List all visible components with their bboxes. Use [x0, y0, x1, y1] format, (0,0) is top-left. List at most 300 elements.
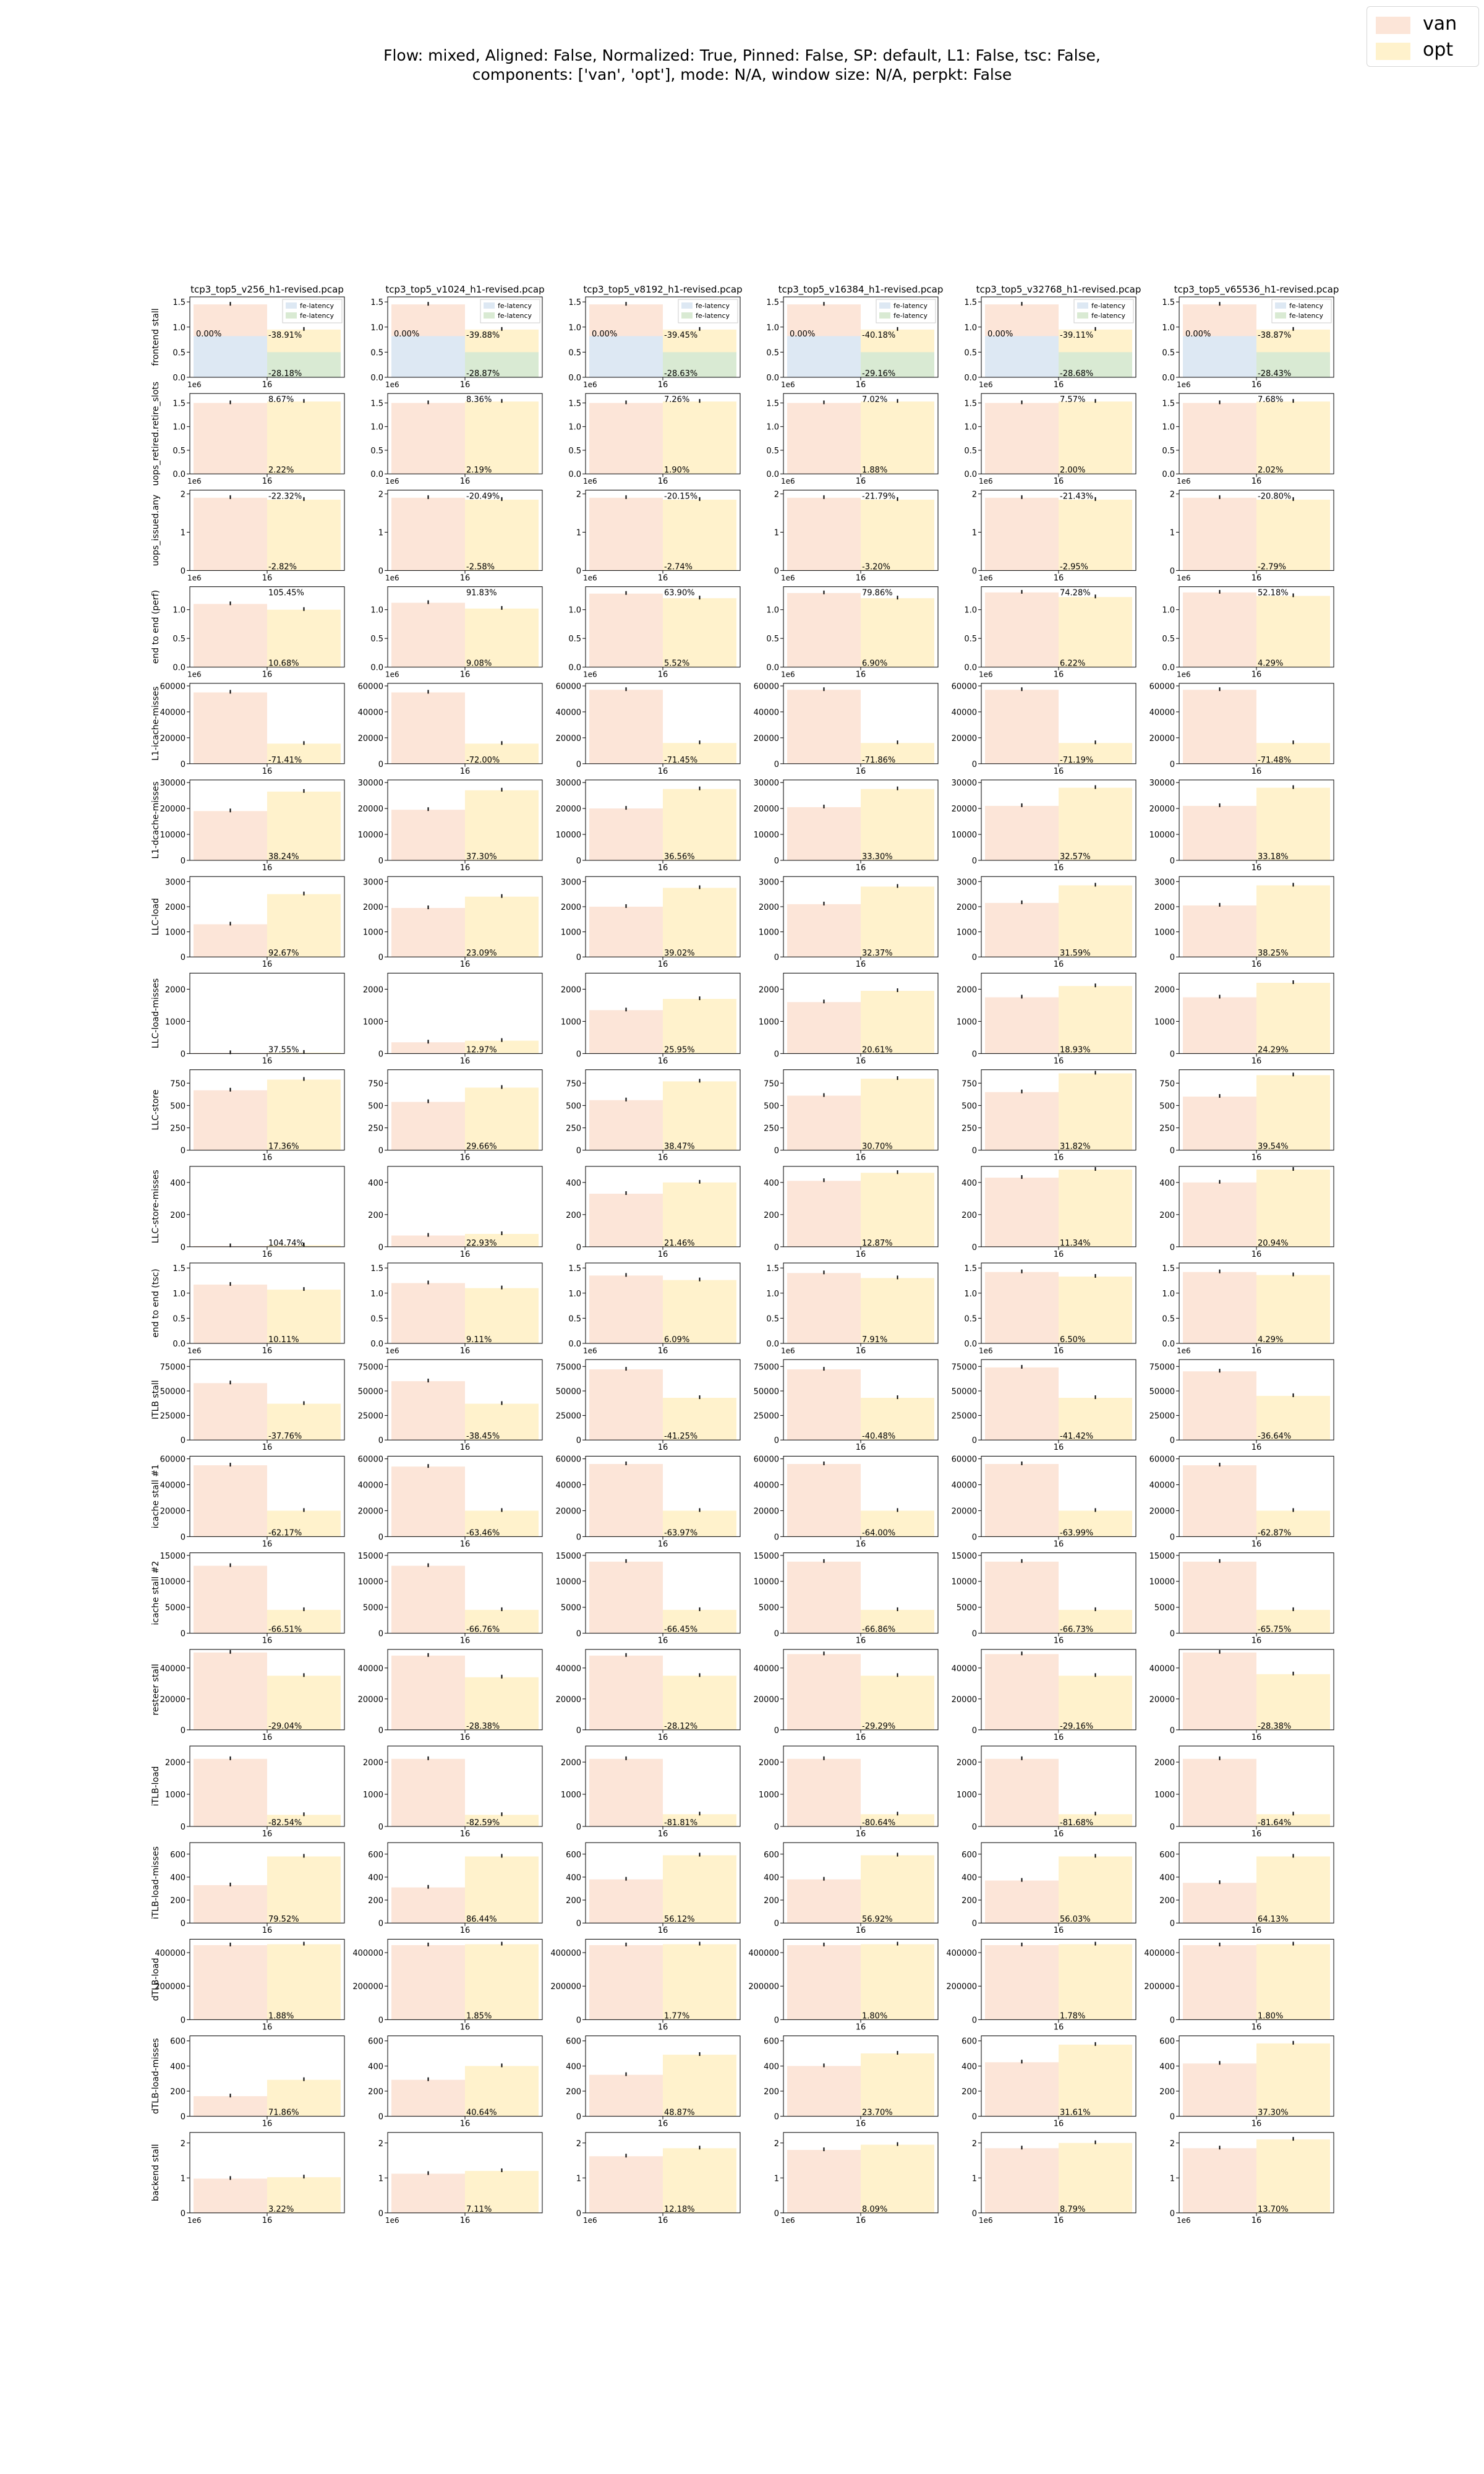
label-bottom-end-to-end-tsc-col4: 6.50%	[1060, 1335, 1086, 1345]
ytick-label-0-itlb-stall-col3: 0	[774, 1436, 779, 1446]
bar-van-uops-retired-retire-slots-col1	[391, 403, 465, 474]
ytick-label-0-end-to-end-perf-col1: 0.0	[370, 663, 383, 673]
ytick-label-3-l1-dcache-misses-col1: 30000	[357, 779, 383, 789]
fe-legend-label-0-frontend-stall-col2: fe-latency	[696, 302, 730, 310]
xtick-label-llc-load-col0: 16	[262, 960, 273, 970]
ytick-label-1-llc-load-misses-col2: 1000	[560, 1017, 581, 1027]
multiplier-frontend-stall-col3: 1e6	[781, 380, 795, 389]
ytick-label-2-end-to-end-tsc-col3: 1.0	[766, 1289, 779, 1299]
ytick-label-3-itlb-load-misses-col3: 600	[764, 1850, 779, 1860]
multiplier-uops-issued-any-col0: 1e6	[187, 573, 202, 583]
ytick-label-2-itlb-stall-col0: 50000	[160, 1387, 186, 1397]
label-bottom-llc-store-misses-col5: 20.94%	[1258, 1238, 1289, 1248]
label-bottom-dtlb-load-col0: 1.88%	[268, 2011, 294, 2021]
ytick-label-1-icache-stall-2-col4: 5000	[956, 1603, 977, 1613]
ytick-label-2-end-to-end-tsc-col4: 1.0	[964, 1289, 977, 1299]
label-bottom-end-to-end-perf-col1: 9.08%	[466, 659, 492, 669]
ytick-label-3-l1-icache-misses-col1: 60000	[357, 682, 383, 691]
xtick-label-llc-load-misses-col1: 16	[459, 1056, 471, 1066]
ytick-label-1-itlb-load-misses-col2: 200	[566, 1896, 581, 1906]
xtick-label-llc-load-misses-col2: 16	[657, 1056, 668, 1066]
label-bottom-itlb-load-col4: -81.68%	[1060, 1818, 1094, 1828]
ytick-label-3-end-to-end-tsc-col0: 1.5	[173, 1264, 186, 1274]
ytick-label-2-backend-stall-col0: 2	[180, 2139, 186, 2149]
ytick-label-2-itlb-load-misses-col3: 400	[764, 1873, 779, 1883]
xtick-label-llc-store-col4: 16	[1053, 1153, 1064, 1163]
label-van-frontend-stall-col5: 0.00%	[1185, 330, 1211, 339]
ylabel-llc-load: LLC-load	[151, 898, 161, 936]
ylabel-uops-retired-retire-slots: uops_retired.retire_slots	[151, 381, 161, 486]
ytick-label-3-uops-retired-retire-slots-col0: 1.5	[173, 399, 186, 409]
ytick-label-2-llc-store-misses-col4: 400	[962, 1178, 977, 1188]
bar-van-uops-retired-retire-slots-col3	[787, 403, 861, 474]
legend-item-opt	[1376, 39, 1475, 61]
ytick-label-0-dtlb-load-col0: 0	[180, 2016, 186, 2026]
bar-van-backend-stall-col3	[787, 2150, 861, 2213]
ytick-label-0-itlb-stall-col1: 0	[378, 1436, 383, 1446]
multiplier-end-to-end-perf-col4: 1e6	[979, 670, 993, 679]
label-bottom-icache-stall-2-col3: -66.86%	[862, 1625, 896, 1635]
label-bottom-icache-stall-1-col3: -64.00%	[862, 1528, 896, 1538]
xtick-label-icache-stall-1-col0: 16	[262, 1539, 273, 1549]
bar-opt-llc-store-col4	[1059, 1073, 1132, 1150]
bar-fe-van-frontend-stall-col5	[1183, 336, 1256, 377]
label-bottom-uops-issued-any-col2: -2.74%	[664, 562, 693, 572]
ytick-label-1-dtlb-load-misses-col5: 200	[1159, 2087, 1175, 2097]
ytick-label-2-dtlb-load-col4: 400000	[946, 1949, 977, 1959]
ytick-label-3-icache-stall-1-col2: 60000	[555, 1455, 581, 1465]
bar-van-end-to-end-perf-col3	[787, 593, 861, 667]
label-bottom-itlb-stall-col1: -38.45%	[466, 1432, 500, 1442]
ytick-label-2-llc-store-col2: 500	[566, 1102, 581, 1111]
ytick-label-0-end-to-end-tsc-col1: 0.0	[370, 1340, 383, 1349]
ytick-label-0-backend-stall-col4: 0	[971, 2209, 977, 2219]
ytick-label-1-backend-stall-col5: 1	[1169, 2174, 1175, 2184]
bar-van-resteer-stall-col3	[787, 1654, 861, 1730]
ytick-label-0-itlb-stall-col2: 0	[576, 1436, 581, 1446]
ytick-label-2-backend-stall-col4: 2	[971, 2139, 977, 2149]
multiplier-backend-stall-col5: 1e6	[1177, 2215, 1191, 2225]
xtick-label-l1-icache-misses-col0: 16	[262, 766, 273, 776]
bar-opt-l1-dcache-misses-col3	[861, 789, 934, 860]
ylabel-llc-store-misses: LLC-store-misses	[151, 1170, 161, 1244]
ytick-label-2-resteer-stall-col3: 40000	[753, 1664, 779, 1674]
ytick-label-1-dtlb-load-misses-col3: 200	[764, 2087, 779, 2097]
xtick-label-resteer-stall-col0: 16	[262, 1732, 273, 1742]
ytick-label-2-end-to-end-perf-col5: 1.0	[1162, 606, 1175, 615]
label-van-frontend-stall-col2: 0.00%	[592, 330, 618, 339]
label-bottom-llc-load-misses-col4: 18.93%	[1060, 1045, 1091, 1055]
label-bottom-l1-dcache-misses-col0: 38.24%	[268, 852, 299, 862]
bar-van-l1-dcache-misses-col0	[194, 811, 267, 860]
ytick-label-3-dtlb-load-misses-col0: 600	[170, 2037, 186, 2047]
label-bottom-itlb-load-col2: -81.81%	[664, 1818, 698, 1828]
ytick-label-1-llc-store-col5: 250	[1159, 1124, 1175, 1134]
ytick-label-1-l1-dcache-misses-col2: 10000	[555, 831, 581, 841]
ytick-label-2-icache-stall-2-col2: 10000	[555, 1577, 581, 1587]
bar-van-uops-issued-any-col3	[787, 498, 861, 571]
ylabel-llc-load-misses: LLC-load-misses	[151, 978, 161, 1049]
label-bottom-resteer-stall-col1: -28.38%	[466, 1721, 500, 1731]
label-top-frontend-stall-col1: -39.88%	[466, 331, 500, 340]
xtick-label-backend-stall-col3: 16	[855, 2215, 866, 2225]
ytick-label-0-llc-store-misses-col5: 0	[1169, 1243, 1175, 1252]
multiplier-uops-retired-retire-slots-col0: 1e6	[187, 477, 202, 486]
ytick-label-1-dtlb-load-col4: 200000	[946, 1982, 977, 1992]
ytick-label-2-backend-stall-col1: 2	[378, 2139, 383, 2149]
ytick-label-2-resteer-stall-col2: 40000	[555, 1664, 581, 1674]
xtick-label-l1-icache-misses-col3: 16	[855, 766, 866, 776]
ytick-label-2-dtlb-load-misses-col3: 400	[764, 2062, 779, 2072]
axes-frame-llc-load-misses-col0	[190, 973, 344, 1053]
ytick-label-0-l1-icache-misses-col5: 0	[1169, 760, 1175, 769]
ytick-label-2-llc-load-col0: 2000	[164, 902, 186, 912]
bar-van-resteer-stall-col2	[589, 1656, 663, 1730]
ytick-label-0-llc-load-misses-col0: 0	[180, 1050, 186, 1059]
xtick-label-itlb-load-misses-col0: 16	[262, 1926, 273, 1936]
label-bottom-uops-issued-any-col0: -2.82%	[268, 562, 297, 572]
ytick-label-2-llc-load-misses-col5: 2000	[1154, 985, 1175, 995]
bar-opt-dtlb-load-misses-col4	[1059, 2045, 1132, 2117]
xtick-label-dtlb-load-col4: 16	[1053, 2022, 1064, 2032]
ytick-label-1-uops-retired-retire-slots-col1: 0.5	[370, 446, 383, 456]
ytick-label-1-uops-issued-any-col1: 1	[378, 528, 383, 538]
column-title-0: tcp3_top5_v256_h1-revised.pcap	[190, 284, 344, 295]
bar-van-llc-store-col5	[1183, 1097, 1256, 1150]
label-top-frontend-stall-col2: -39.45%	[664, 331, 698, 340]
xtick-label-end-to-end-tsc-col5: 16	[1251, 1346, 1262, 1356]
multiplier-uops-issued-any-col3: 1e6	[781, 573, 795, 583]
label-bottom-l1-icache-misses-col3: -71.86%	[862, 755, 896, 765]
ytick-label-0-llc-load-col0: 0	[180, 953, 186, 963]
xtick-label-resteer-stall-col5: 16	[1251, 1732, 1262, 1742]
bar-van-itlb-load-misses-col3	[787, 1880, 861, 1924]
ytick-label-0-itlb-load-col1: 0	[378, 1823, 383, 1832]
ytick-label-1-uops-issued-any-col3: 1	[774, 528, 779, 538]
bar-opt-dtlb-load-col1	[465, 1945, 539, 2020]
ytick-label-2-end-to-end-perf-col2: 1.0	[568, 606, 581, 615]
ytick-label-3-l1-icache-misses-col0: 60000	[160, 682, 186, 691]
ytick-label-2-dtlb-load-col3: 400000	[748, 1949, 779, 1959]
ytick-label-1-icache-stall-2-col5: 5000	[1154, 1603, 1175, 1613]
bar-opt-itlb-load-misses-col1	[465, 1856, 539, 1923]
bar-van-llc-store-col2	[589, 1100, 663, 1150]
ytick-label-3-itlb-load-misses-col5: 600	[1159, 1850, 1175, 1860]
ytick-label-1-resteer-stall-col1: 20000	[357, 1695, 383, 1705]
ytick-label-0-dtlb-load-misses-col1: 0	[378, 2112, 383, 2122]
xtick-label-itlb-stall-col0: 16	[262, 1443, 273, 1453]
ytick-label-2-uops-retired-retire-slots-col0: 1.0	[173, 422, 186, 432]
label-bottom-dtlb-load-col3: 1.80%	[862, 2011, 888, 2021]
ytick-label-2-icache-stall-1-col2: 40000	[555, 1481, 581, 1491]
bar-van-icache-stall-1-col2	[589, 1464, 663, 1536]
bar-opt-uops-retired-retire-slots-col4	[1059, 401, 1132, 474]
ytick-label-1-itlb-load-col5: 1000	[1154, 1791, 1175, 1800]
ytick-label-2-llc-load-col3: 2000	[758, 902, 779, 912]
bar-van-icache-stall-1-col1	[391, 1466, 465, 1536]
legend-label-van: van	[1423, 13, 1457, 35]
ytick-label-1-itlb-load-col2: 1000	[560, 1791, 581, 1800]
xtick-label-uops-retired-retire-slots-col5: 16	[1251, 477, 1262, 487]
xtick-label-uops-retired-retire-slots-col0: 16	[262, 477, 273, 487]
bar-van-l1-dcache-misses-col1	[391, 810, 465, 860]
xtick-label-resteer-stall-col4: 16	[1053, 1732, 1064, 1742]
bar-van-llc-load-col2	[589, 907, 663, 957]
label-bottom-l1-icache-misses-col4: -71.19%	[1060, 755, 1094, 765]
label-bottom-llc-store-col3: 30.70%	[862, 1142, 893, 1152]
ytick-label-2-llc-store-misses-col0: 400	[170, 1178, 186, 1188]
xtick-label-end-to-end-tsc-col1: 16	[459, 1346, 471, 1356]
xtick-label-llc-load-col2: 16	[657, 960, 668, 970]
bar-fe-van-frontend-stall-col4	[985, 336, 1059, 377]
ytick-label-1-llc-load-misses-col0: 1000	[164, 1017, 186, 1027]
ytick-label-1-frontend-stall-col0: 0.5	[173, 348, 186, 358]
ytick-label-2-llc-load-col5: 2000	[1154, 902, 1175, 912]
ytick-label-0-backend-stall-col5: 0	[1169, 2209, 1175, 2219]
ytick-label-1-itlb-stall-col2: 25000	[555, 1411, 581, 1421]
bar-van-end-to-end-perf-col0	[194, 604, 267, 667]
ytick-label-2-frontend-stall-col2: 1.0	[568, 323, 581, 333]
ytick-label-2-resteer-stall-col1: 40000	[357, 1664, 383, 1674]
bar-van-l1-dcache-misses-col4	[985, 806, 1059, 860]
ytick-label-0-dtlb-load-misses-col5: 0	[1169, 2112, 1175, 2122]
ytick-label-1-end-to-end-tsc-col2: 0.5	[568, 1314, 581, 1324]
ytick-label-3-itlb-stall-col2: 75000	[555, 1363, 581, 1372]
bar-van-resteer-stall-col0	[194, 1653, 267, 1730]
ytick-label-2-backend-stall-col5: 2	[1169, 2139, 1175, 2149]
ytick-label-0-end-to-end-perf-col4: 0.0	[964, 663, 977, 673]
ytick-label-0-llc-load-misses-col3: 0	[774, 1050, 779, 1059]
ytick-label-1-resteer-stall-col4: 20000	[951, 1695, 977, 1705]
bar-opt-llc-store-col3	[861, 1079, 934, 1150]
ytick-label-3-l1-dcache-misses-col2: 30000	[555, 779, 581, 789]
bar-van-dtlb-load-col1	[391, 1945, 465, 2020]
label-bottom-backend-stall-col0: 3.22%	[268, 2204, 294, 2214]
xtick-label-dtlb-load-col1: 16	[459, 2022, 471, 2032]
label-bottom-llc-store-misses-col2: 21.46%	[664, 1238, 695, 1248]
ytick-label-3-itlb-load-misses-col2: 600	[566, 1850, 581, 1860]
ytick-label-2-frontend-stall-col1: 1.0	[370, 323, 383, 333]
ytick-label-1-end-to-end-perf-col3: 0.5	[766, 635, 779, 644]
ytick-label-1-dtlb-load-col5: 200000	[1144, 1982, 1175, 1992]
label-bottom-end-to-end-tsc-col3: 7.91%	[862, 1335, 888, 1345]
ytick-label-1-llc-store-misses-col4: 200	[962, 1210, 977, 1220]
xtick-label-icache-stall-1-col3: 16	[855, 1539, 866, 1549]
ytick-label-1-l1-dcache-misses-col0: 10000	[160, 831, 186, 841]
multiplier-frontend-stall-col2: 1e6	[583, 380, 597, 389]
ytick-label-1-itlb-load-misses-col0: 200	[170, 1896, 186, 1906]
ytick-label-1-itlb-load-misses-col5: 200	[1159, 1896, 1175, 1906]
ytick-label-0-l1-dcache-misses-col4: 0	[971, 857, 977, 866]
multiplier-end-to-end-tsc-col1: 1e6	[385, 1346, 399, 1355]
label-bottom-itlb-load-col3: -80.64%	[862, 1818, 896, 1828]
ytick-label-3-itlb-stall-col3: 75000	[753, 1363, 779, 1372]
fe-legend-swatch-1-frontend-stall-col1	[484, 312, 495, 319]
xtick-label-icache-stall-2-col5: 16	[1251, 1636, 1262, 1646]
xtick-label-icache-stall-2-col0: 16	[262, 1636, 273, 1646]
ytick-label-0-icache-stall-2-col0: 0	[180, 1629, 186, 1639]
ytick-label-1-dtlb-load-col0: 200000	[155, 1982, 186, 1992]
ytick-label-2-end-to-end-tsc-col2: 1.0	[568, 1289, 581, 1299]
bar-opt-llc-load-col4	[1059, 885, 1132, 957]
bar-van-llc-store-misses-col2	[589, 1194, 663, 1247]
fe-legend-swatch-1-frontend-stall-col4	[1077, 312, 1088, 319]
ytick-label-0-itlb-load-misses-col2: 0	[576, 1919, 581, 1929]
label-bottom-icache-stall-2-col0: -66.51%	[268, 1625, 302, 1635]
fe-legend-swatch-1-frontend-stall-col3	[879, 312, 890, 319]
xtick-label-llc-store-misses-col2: 16	[657, 1249, 668, 1259]
multiplier-frontend-stall-col1: 1e6	[385, 380, 399, 389]
ytick-label-1-llc-load-col1: 1000	[362, 928, 383, 938]
bar-van-llc-load-col0	[194, 924, 267, 957]
bar-van-itlb-load-col3	[787, 1759, 861, 1826]
ytick-label-2-resteer-stall-col0: 40000	[160, 1664, 186, 1674]
ytick-label-2-llc-store-col1: 500	[368, 1102, 383, 1111]
bar-opt-backend-stall-col2	[663, 2148, 736, 2213]
bar-fe-van-frontend-stall-col0	[194, 336, 267, 377]
ytick-label-3-dtlb-load-misses-col1: 600	[368, 2037, 383, 2047]
bar-van-itlb-load-col1	[391, 1759, 465, 1826]
ytick-label-0-frontend-stall-col5: 0.0	[1162, 374, 1175, 383]
ytick-label-0-dtlb-load-col1: 0	[378, 2016, 383, 2026]
label-top-uops-issued-any-col3: -21.79%	[862, 492, 896, 502]
ytick-label-3-itlb-load-misses-col4: 600	[962, 1850, 977, 1860]
ytick-label-0-itlb-load-misses-col1: 0	[378, 1919, 383, 1929]
bar-van-dtlb-load-misses-col2	[589, 2075, 663, 2117]
multiplier-backend-stall-col2: 1e6	[583, 2215, 597, 2225]
bar-van-uops-retired-retire-slots-col4	[985, 403, 1059, 474]
ytick-label-2-icache-stall-2-col5: 10000	[1149, 1577, 1175, 1587]
ytick-label-0-frontend-stall-col0: 0.0	[173, 374, 186, 383]
ytick-label-2-end-to-end-tsc-col5: 1.0	[1162, 1289, 1175, 1299]
bar-opt-uops-retired-retire-slots-col1	[465, 401, 539, 474]
xtick-label-llc-store-misses-col4: 16	[1053, 1249, 1064, 1259]
ytick-label-1-end-to-end-perf-col0: 0.5	[173, 635, 186, 644]
label-bottom-itlb-load-misses-col2: 56.12%	[664, 1915, 695, 1925]
ytick-label-3-icache-stall-1-col4: 60000	[951, 1455, 977, 1465]
ytick-label-2-resteer-stall-col5: 40000	[1149, 1664, 1175, 1674]
ytick-label-2-dtlb-load-col0: 400000	[155, 1949, 186, 1959]
ytick-label-0-l1-icache-misses-col1: 0	[378, 760, 383, 769]
label-van-frontend-stall-col0: 0.00%	[196, 330, 222, 339]
bar-van-itlb-load-misses-col1	[391, 1888, 465, 1924]
label-top-uops-retired-retire-slots-col0: 8.67%	[268, 395, 294, 405]
bar-van-resteer-stall-col4	[985, 1654, 1059, 1730]
ytick-label-0-frontend-stall-col3: 0.0	[766, 374, 779, 383]
ytick-label-2-l1-dcache-misses-col1: 20000	[357, 805, 383, 815]
fe-legend-swatch-0-frontend-stall-col4	[1077, 302, 1088, 309]
label-bottom-llc-load-col2: 39.02%	[664, 949, 695, 959]
label-bottom-uops-issued-any-col3: -3.20%	[862, 562, 890, 572]
ytick-label-3-end-to-end-tsc-col5: 1.5	[1162, 1264, 1175, 1274]
label-van-frontend-stall-col4: 0.00%	[987, 330, 1013, 339]
ytick-label-1-llc-store-misses-col5: 200	[1159, 1210, 1175, 1220]
label-bottom-l1-icache-misses-col0: -71.41%	[268, 755, 302, 765]
ytick-label-1-llc-load-col5: 1000	[1154, 928, 1175, 938]
ytick-label-1-l1-icache-misses-col1: 20000	[357, 734, 383, 743]
bar-van-icache-stall-1-col5	[1183, 1465, 1256, 1536]
ytick-label-0-end-to-end-tsc-col3: 0.0	[766, 1340, 779, 1349]
multiplier-end-to-end-tsc-col5: 1e6	[1177, 1346, 1191, 1355]
bar-van-end-to-end-perf-col2	[589, 594, 663, 667]
ytick-label-2-dtlb-load-misses-col4: 400	[962, 2062, 977, 2072]
ytick-label-1-llc-store-col3: 250	[764, 1124, 779, 1134]
ylabel-itlb-stall: ITLB stall	[151, 1380, 161, 1420]
column-title-2: tcp3_top5_v8192_h1-revised.pcap	[583, 284, 743, 295]
ytick-label-1-icache-stall-1-col0: 20000	[160, 1507, 186, 1517]
ytick-label-1-itlb-load-col3: 1000	[758, 1791, 779, 1800]
xtick-label-l1-icache-misses-col2: 16	[657, 766, 668, 776]
fe-legend-label-0-frontend-stall-col4: fe-latency	[1091, 302, 1126, 310]
label-bottom-icache-stall-1-col2: -63.97%	[664, 1528, 698, 1538]
ytick-label-2-itlb-load-misses-col1: 400	[368, 1873, 383, 1883]
bar-opt-dtlb-load-misses-col5	[1256, 2044, 1330, 2117]
bar-van-l1-icache-misses-col2	[589, 690, 663, 764]
bar-van-backend-stall-col5	[1183, 2148, 1256, 2213]
ytick-label-1-l1-dcache-misses-col1: 10000	[357, 831, 383, 841]
xtick-label-uops-retired-retire-slots-col2: 16	[657, 477, 668, 487]
ytick-label-0-dtlb-load-misses-col2: 0	[576, 2112, 581, 2122]
ytick-label-0-dtlb-load-col4: 0	[971, 2016, 977, 2026]
ytick-label-2-l1-dcache-misses-col3: 20000	[753, 805, 779, 815]
bar-van-end-to-end-perf-col1	[391, 603, 465, 667]
label-bottom-icache-stall-2-col2: -66.45%	[664, 1625, 698, 1635]
ytick-label-1-icache-stall-1-col4: 20000	[951, 1507, 977, 1517]
ytick-label-3-frontend-stall-col5: 1.5	[1162, 298, 1175, 308]
xtick-label-frontend-stall-col2: 16	[657, 380, 668, 390]
fe-legend-swatch-0-frontend-stall-col1	[484, 302, 495, 309]
ytick-label-1-icache-stall-1-col2: 20000	[555, 1507, 581, 1517]
ytick-label-0-backend-stall-col0: 0	[180, 2209, 186, 2219]
label-bottom-itlb-stall-col2: -41.25%	[664, 1432, 698, 1442]
xtick-label-dtlb-load-col0: 16	[262, 2022, 273, 2032]
bar-van-dtlb-load-misses-col4	[985, 2062, 1059, 2116]
ytick-label-2-llc-load-col2: 2000	[560, 902, 581, 912]
ytick-label-3-frontend-stall-col0: 1.5	[173, 298, 186, 308]
xtick-label-end-to-end-perf-col0: 16	[262, 670, 273, 680]
bar-van-itlb-stall-col0	[194, 1383, 267, 1440]
bar-van-dtlb-load-misses-col1	[391, 2080, 465, 2117]
ylabel-icache-stall-2: icache stall #2	[151, 1560, 161, 1625]
xtick-label-uops-issued-any-col3: 16	[855, 573, 866, 583]
multiplier-end-to-end-tsc-col4: 1e6	[979, 1346, 993, 1355]
ylabel-resteer-stall: resteer stall	[151, 1664, 161, 1716]
label-bottom-resteer-stall-col2: -28.12%	[664, 1721, 698, 1731]
bar-van-llc-load-col4	[985, 903, 1059, 957]
bar-opt-llc-load-col5	[1256, 885, 1330, 957]
label-bottom-itlb-load-col5: -81.64%	[1258, 1818, 1292, 1828]
ytick-label-1-backend-stall-col3: 1	[774, 2174, 779, 2184]
label-top-end-to-end-perf-col4: 74.28%	[1060, 588, 1091, 598]
bar-van-l1-dcache-misses-col2	[589, 808, 663, 860]
bar-van-icache-stall-2-col4	[985, 1562, 1059, 1633]
label-top-end-to-end-perf-col0: 105.45%	[268, 588, 304, 598]
label-bottom-backend-stall-col2: 12.18%	[664, 2204, 695, 2214]
label-bottom-icache-stall-2-col4: -66.73%	[1060, 1625, 1094, 1635]
bar-opt-end-to-end-tsc-col4	[1059, 1277, 1132, 1343]
ytick-label-3-icache-stall-1-col3: 60000	[753, 1455, 779, 1465]
label-bottom-frontend-stall-col5: -28.43%	[1258, 369, 1292, 379]
bar-van-llc-store-misses-col3	[787, 1181, 861, 1247]
ytick-label-1-backend-stall-col2: 1	[576, 2174, 581, 2184]
bar-opt-l1-dcache-misses-col0	[267, 792, 341, 860]
bar-van-uops-retired-retire-slots-col0	[194, 403, 267, 474]
label-top-frontend-stall-col0: -38.91%	[268, 331, 302, 340]
fe-legend-label-0-frontend-stall-col0: fe-latency	[300, 302, 335, 310]
ytick-label-2-icache-stall-2-col4: 10000	[951, 1577, 977, 1587]
multiplier-end-to-end-perf-col5: 1e6	[1177, 670, 1191, 679]
xtick-label-resteer-stall-col2: 16	[657, 1732, 668, 1742]
